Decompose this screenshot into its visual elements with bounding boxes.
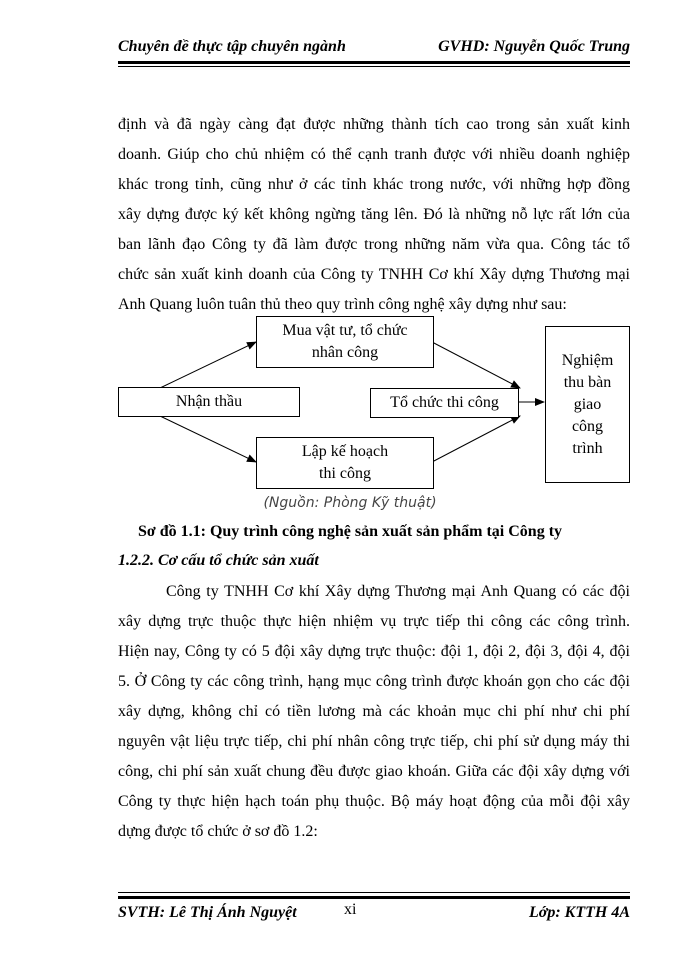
box-mua-vat-tu (256, 316, 434, 368)
text-line: ban lãnh đạo Công ty đã làm được trong những năm vừa qua. Công tác tổ (118, 236, 630, 253)
box-nhan-thau (118, 387, 300, 417)
text-line: nguyên vật liệu trực tiếp, chi phí nhân công trực tiếp, chi phí sử dụng máy thi (118, 733, 630, 750)
box-lap-ke-hoach-line1: Lập kế hoạch (301, 443, 389, 460)
section-heading: 1.2.2. Cơ cấu tổ chức sản xuất (118, 552, 319, 569)
page-footer (118, 901, 630, 926)
text-line: xây dựng trực thuộc thực hiện nhiệm vụ trực tiếp thi công các công trình. (118, 613, 630, 630)
text-line: Công ty thực hiện hạch toán phụ thuộc. Bộ máy hoạt động của mỗi đội xây (118, 793, 630, 810)
text-line: xây dựng được ký kết không ngừng tăng lên. Đó là những nỗ lực rất lớn của (118, 206, 630, 223)
box-nghiem-thu-line: thu bàn (563, 373, 612, 391)
text-line: định và đã ngày càng đạt được những thành tích cao trong sản xuất kinh (118, 116, 630, 133)
box-mua-vat-tu-line2: nhân công (311, 344, 379, 361)
box-nhan-thau-label: Nhận thầu (175, 393, 243, 410)
source-note: (Nguồn: Phòng Kỹ thuật) (263, 495, 437, 511)
footer-rule-thin (118, 892, 630, 893)
page-number: xi (344, 901, 357, 918)
footer-rule-thick (118, 896, 630, 899)
text-line: Hiện nay, Công ty có 5 đội xây dựng trực thuộc: đội 1, đội 2, đội 3, đội 4, đội (118, 643, 630, 660)
box-nghiem-thu-line: Nghiệm (561, 351, 614, 369)
box-nghiem-thu-line: trình (572, 439, 603, 457)
text-line: xây dựng, không chỉ có tiền lương mà các khoản mục chi phí như chi phí (118, 703, 630, 720)
text-line: công, chi phí sản xuất chung đều được giao khoán. Giữa các đội xây dựng với (118, 763, 630, 780)
box-mua-vat-tu-line1: Mua vật tư, tổ chức (282, 322, 408, 339)
header-advisor: GVHD: Nguyễn Quốc Trung (438, 38, 630, 55)
arrow-lap-ke-hoach-to-to-chuc (432, 416, 520, 462)
footer-student: SVTH: Lê Thị Ánh Nguyệt (118, 904, 297, 921)
header-title: Chuyên đề thực tập chuyên ngành (118, 38, 346, 55)
text-line: Anh Quang luôn tuân thủ theo quy trình công nghệ xây dựng như sau: (118, 296, 567, 313)
arrow-mua-vat-tu-to-to-chuc (432, 342, 520, 388)
box-nghiem-thu-line: công (571, 417, 604, 435)
arrow-nhan-thau-to-mua-vat-tu (160, 342, 256, 388)
text-line: Công ty TNHH Cơ khí Xây dựng Thương mại Anh Quang có các đội (166, 583, 630, 600)
arrow-nhan-thau-to-lap-ke-hoach (160, 416, 256, 462)
text-line: khác trong tỉnh, cũng như ở các tỉnh khác trong nước, với những hợp đồng (118, 176, 630, 193)
figure-caption: Sơ đồ 1.1: Quy trình công nghệ sản xuất sản phẩm tại Công ty (137, 523, 563, 540)
text-line: doanh. Giúp cho chủ nhiệm có thể cạnh tranh được với nhiều doanh nghiệp (118, 146, 630, 163)
box-to-chuc-thi-cong-label: Tổ chức thi công (390, 394, 499, 411)
box-nghiem-thu-line: giao (573, 395, 602, 413)
box-lap-ke-hoach-line2: thi công (319, 465, 371, 482)
text-line: dựng được tổ chức ở sơ đồ 1.2: (118, 823, 318, 840)
footer-class: Lớp: KTTH 4A (528, 904, 630, 921)
box-nghiem-thu (545, 326, 630, 483)
box-to-chuc-thi-cong (370, 388, 519, 418)
paragraph-organization (118, 577, 630, 847)
box-lap-ke-hoach (256, 437, 434, 489)
text-line: chức sản xuất kinh doanh của Công ty TNHH Cơ khí Xây dựng Thương mại (118, 266, 630, 283)
text-line: 5. Ở Công ty các công trình, hạng mục công trình được khoán gọn cho các đội (118, 673, 630, 690)
